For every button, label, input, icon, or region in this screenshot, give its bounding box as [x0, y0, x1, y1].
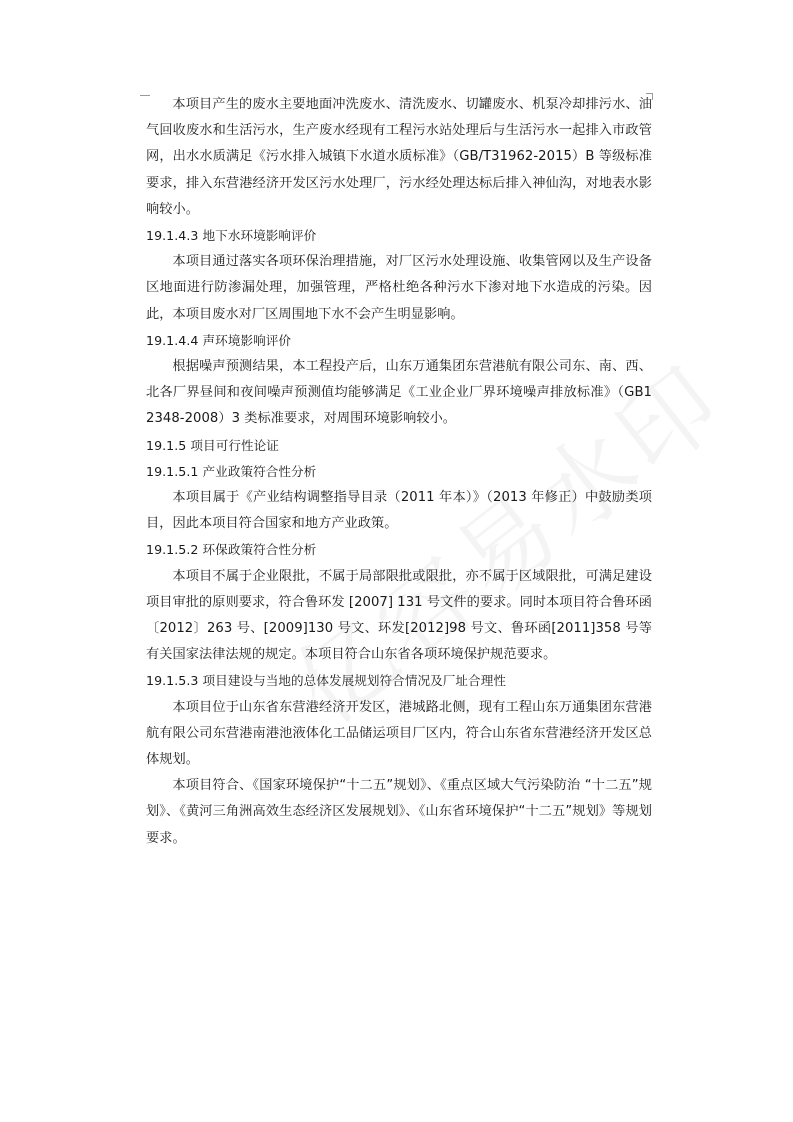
heading-feasibility: 19.1.5 项目可行性论证: [146, 437, 279, 453]
paragraph-industrial-policy: 本项目属于《产业结构调整指导目录（2011 年本）》（2013 年修正）中鼓励类项目，因此本项目符合国家和地方产业政策。: [146, 490, 652, 532]
heading-acoustic: 19.1.4.4 声环境影响评价: [146, 332, 292, 348]
paragraph-environmental-policy: 本项目不属于企业限批，不属于局部限批或限批，亦不属于区域限批，可满足建设项目审批的原则要求，符合鲁环发 [2007] 131 号文件的要求。同时本项目符合鲁环函〔2012〕263 号、[2009]130 号文、环发[2012]98 号文、鲁环函[2011]358 号等有关国家法律法规的规定。本项目符合山东省各项环境保护规范要求。: [146, 568, 652, 663]
paragraph-groundwater: 本项目通过落实各项环保治理措施，对厂区污水处理设施、收集管网以及生产设备区地面进行防渗漏处理，加强管理，严格杜绝各种污水下渗对地下水造成的污染。因此，本项目废水对厂区周围地下水不会产生明显影响。: [146, 254, 652, 322]
heading-groundwater: 19.1.4.3 地下水环境影响评价: [146, 228, 317, 244]
paragraph-planning-compliance: 本项目符合、《国家环境保护“十二五”规划》、《重点区域大气污染防治 “十二五”规划》、《黄河三角洲高效生态经济区发展规划》、《山东省环境保护“十二五”规划》等规划要求。: [146, 778, 652, 846]
heading-environmental-policy: 19.1.5.2 环保政策符合性分析: [146, 542, 317, 558]
document-body: [146, 92, 652, 852]
paragraph-planning-site: 本项目位于山东省东营港经济开发区，港城路北侧，现有工程山东万通集团东营港航有限公司东营港南港池液体化工品储运项目厂区内，符合山东省东营港经济开发区总体规划。: [146, 699, 652, 768]
heading-planning-site: 19.1.5.3 项目建设与当地的总体发展规划符合情况及厂址合理性: [146, 673, 506, 689]
paragraph-wastewater: 本项目产生的废水主要地面冲洗废水、清洗废水、切罐废水、机泵冷却排污水、油气回收废水和生活污水，生产废水经现有工程污水站处理后与生活污水一起排入市政管网，出水水质满足《污水排入城镇下水道水质标准》（GB/T31962-2015）B 等级标准要求，排入东营港经济开发区污水处理厂，污水经处理达标后排入神仙沟，对地表水影响较小。: [146, 97, 652, 217]
paragraph-acoustic: 根据噪声预测结果，本工程投产后，山东万通集团东营港航有限公司东、南、西、北各厂界昼间和夜间噪声预测值均能够满足《工业企业厂界环境噪声排放标准》（GB12348-2008）3 类标准要求，对周围环境影响较小。: [146, 359, 652, 427]
heading-industrial-policy: 19.1.5.1 产业政策符合性分析: [146, 463, 317, 479]
